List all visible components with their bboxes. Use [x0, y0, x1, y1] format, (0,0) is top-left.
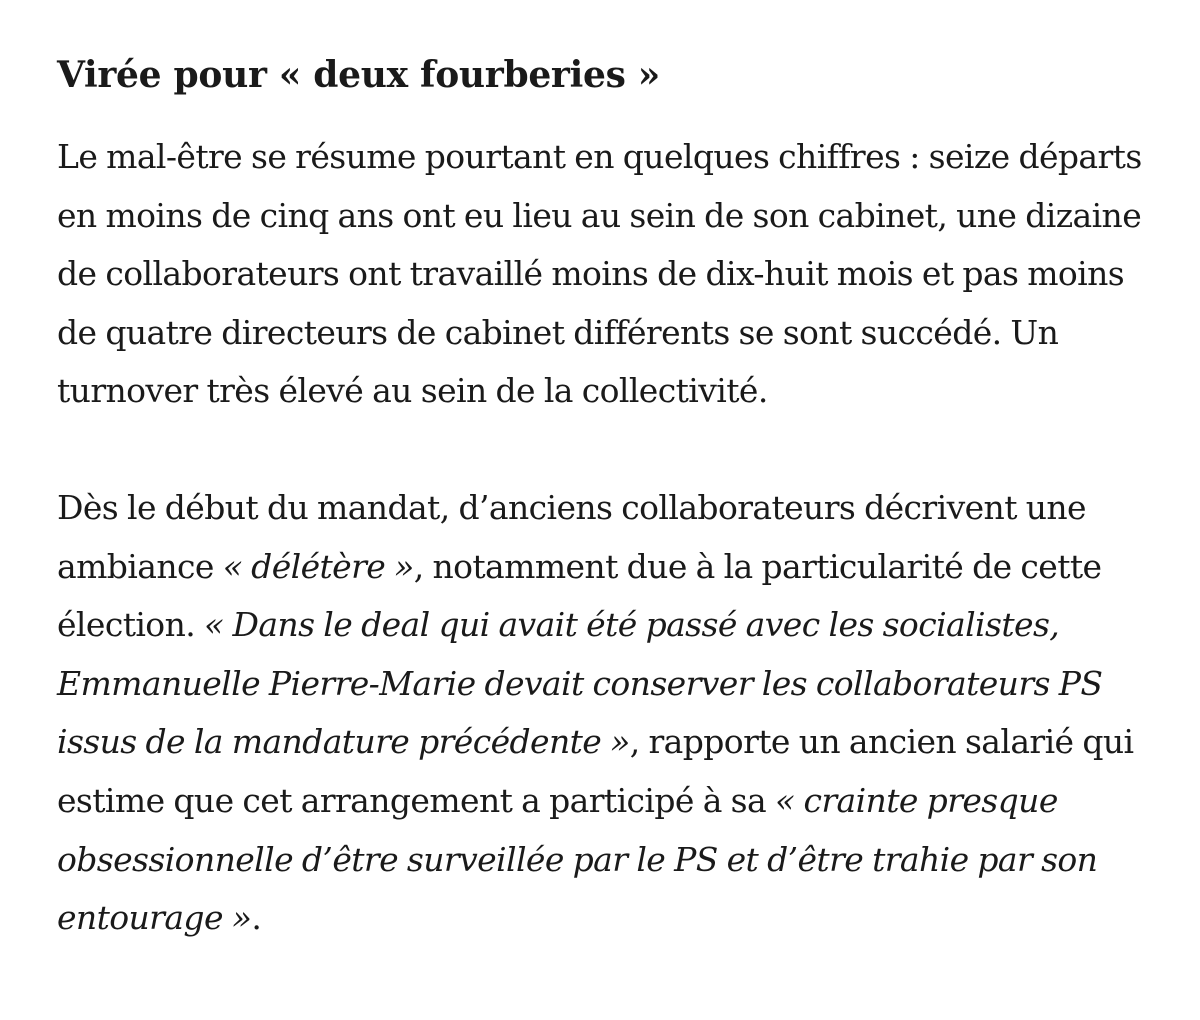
- paragraph-2-text-4: .: [251, 898, 262, 938]
- section-heading: Virée pour « deux fourberies »: [57, 54, 660, 96]
- article-section: [57, 48, 1157, 948]
- paragraph-2-text-3: , rapporte un ancien salarié qui estime que cet arrangement a participé à sa: [57, 722, 1134, 820]
- paragraph-2: [57, 479, 1157, 948]
- quote-deal-socialistes: « Dans le deal qui avait été passé avec les socialistes, Emmanuelle Pierre-Marie devait conserver les collaborateurs PS issus de la mandature précédente »: [57, 605, 1103, 762]
- paragraph-2-text-2: , notamment due à la particularité de cette élection.: [57, 546, 1102, 645]
- paragraph-1: Le mal-être se résume pourtant en quelques chiffres : seize départs en moins de cinq ans ont eu lieu au sein de son cabinet, une dizaine de collaborateurs ont travaillé moins de dix-huit mois et pas moins de quatre directeurs de cabinet différents se sont succédé. Un turnover très élevé au sein de la collectivité.: [57, 137, 1142, 411]
- paragraph-2-text-1: Dès le début du mandat, d’anciens collaborateurs décrivent une ambiance: [57, 487, 1086, 586]
- quote-crainte-obsessionnelle: « crainte presque obsessionnelle d’être surveillée par le PS et d’être trahie par son entourage »: [57, 780, 1098, 938]
- quote-deletere: « délétère »: [222, 546, 414, 586]
